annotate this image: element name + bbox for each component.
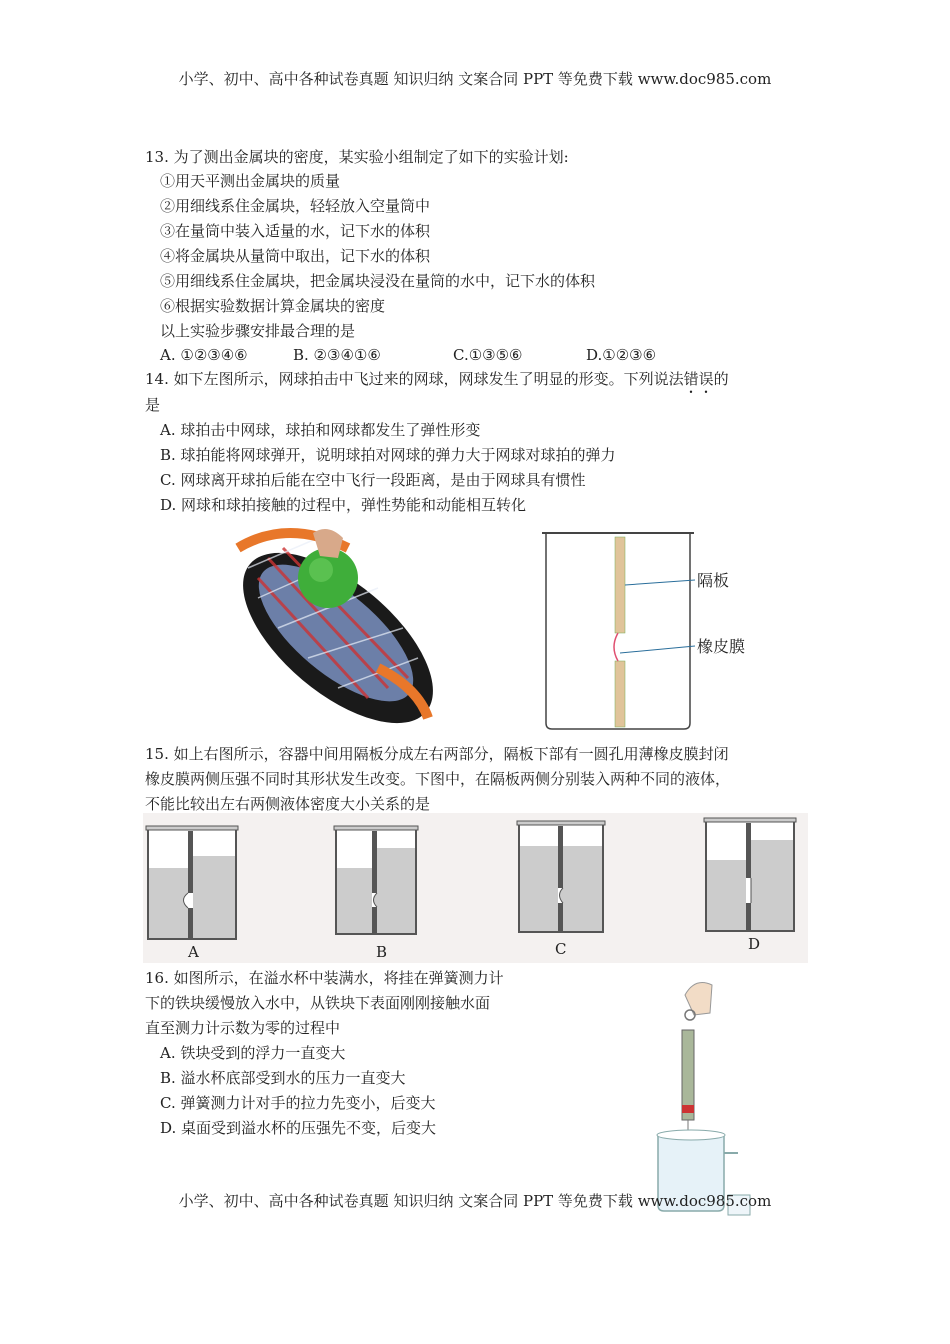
q14-stem-b: 的 bbox=[713, 370, 729, 388]
q16-line: 16. 如图所示，在溢水杯中装满水，将挂在弹簧测力计 bbox=[145, 969, 504, 987]
q14-option-a: A. 球拍击中网球，球拍和网球都发生了弹性形变 bbox=[160, 421, 481, 439]
q14-option-b: B. 球拍能将网球弹开，说明球拍对网球的弹力大于网球对球拍的弹力 bbox=[160, 446, 616, 464]
q13-option-a: A. ①②③④⑥ bbox=[160, 346, 248, 364]
q14-stem-c: 是 bbox=[145, 396, 161, 414]
page-footer: 小学、初中、高中各种试卷真题 知识归纳 文案合同 PPT 等免费下载 www.doc985.com bbox=[178, 1192, 772, 1210]
beaker-b bbox=[333, 823, 423, 943]
beaker-d bbox=[703, 815, 803, 935]
partition-container-figure bbox=[540, 525, 760, 735]
q13-stem: 13. 为了测出金属块的密度，某实验小组制定了如下的实验计划: bbox=[145, 148, 569, 166]
q13-step: ⑤用细线系住金属块，把金属块浸没在量筒的水中，记下水的体积 bbox=[160, 272, 596, 290]
q13-option-d: D.①②③⑥ bbox=[586, 346, 657, 364]
membrane-label: 橡皮膜 bbox=[697, 637, 746, 656]
q16-option-d: D. 桌面受到溢水杯的压强先不变，后变大 bbox=[160, 1119, 437, 1137]
partition-label: 隔板 bbox=[697, 571, 730, 590]
beaker-c bbox=[516, 818, 608, 938]
q13-step: ④将金属块从量筒中取出，记下水的体积 bbox=[160, 247, 431, 265]
q16-option-a: A. 铁块受到的浮力一直变大 bbox=[160, 1044, 346, 1062]
q13-step: ⑥根据实验数据计算金属块的密度 bbox=[160, 297, 386, 315]
q13-question: 以上实验步骤安排最合理的是 bbox=[160, 322, 356, 340]
q15-line: 橡皮膜两侧压强不同时其形状发生改变。下图中，在隔板两侧分别装入两种不同的液体， bbox=[145, 770, 731, 788]
q15-line: 15. 如上右图所示，容器中间用隔板分成左右两部分，隔板下部有一圆孔用薄橡皮膜封闭 bbox=[145, 745, 729, 763]
q13-step: ③在量筒中装入适量的水，记下水的体积 bbox=[160, 222, 431, 240]
q16-line: 下的铁块缓慢放入水中，从铁块下表面刚刚接触水面 bbox=[145, 994, 491, 1012]
tennis-racket-figure bbox=[228, 518, 438, 730]
beaker-a bbox=[145, 823, 245, 943]
q14-option-c: C. 网球离开球拍后能在空中飞行一段距离，是由于网球具有惯性 bbox=[160, 471, 586, 489]
q13-option-c: C.①③⑤⑥ bbox=[453, 346, 523, 364]
q14-option-d: D. 网球和球拍接触的过程中，弹性势能和动能相互转化 bbox=[160, 496, 527, 514]
q16-line: 直至测力计示数为零的过程中 bbox=[145, 1019, 341, 1037]
q14-stem bbox=[145, 369, 729, 397]
q15-line3-rest: 比较出左右两侧液体密度大小关系的是 bbox=[175, 795, 431, 813]
q14-stem-emphasis: 错误 bbox=[683, 370, 714, 388]
beaker-a-label: A bbox=[188, 943, 199, 961]
beaker-c-label: C bbox=[555, 940, 567, 958]
beakers-figure bbox=[143, 813, 808, 963]
q15-emphasis: 不能 bbox=[145, 795, 176, 813]
beaker-b-label: B bbox=[376, 943, 388, 961]
spring-scale-overflow-cup-figure bbox=[650, 975, 760, 1220]
q16-option-b: B. 溢水杯底部受到水的压力一直变大 bbox=[160, 1069, 406, 1087]
q13-step: ①用天平测出金属块的质量 bbox=[160, 172, 341, 190]
q13-option-b: B. ②③④①⑥ bbox=[293, 346, 381, 364]
q14-stem-a: 14. 如下左图所示，网球拍击中飞过来的网球，网球发生了明显的形变。下列说法 bbox=[145, 370, 684, 388]
beaker-d-label: D bbox=[748, 935, 761, 953]
q16-option-c: C. 弹簧测力计对手的拉力先变小，后变大 bbox=[160, 1094, 436, 1112]
q13-step: ②用细线系住金属块，轻轻放入空量筒中 bbox=[160, 197, 431, 215]
page-header: 小学、初中、高中各种试卷真题 知识归纳 文案合同 PPT 等免费下载 www.doc985.com bbox=[178, 70, 772, 88]
